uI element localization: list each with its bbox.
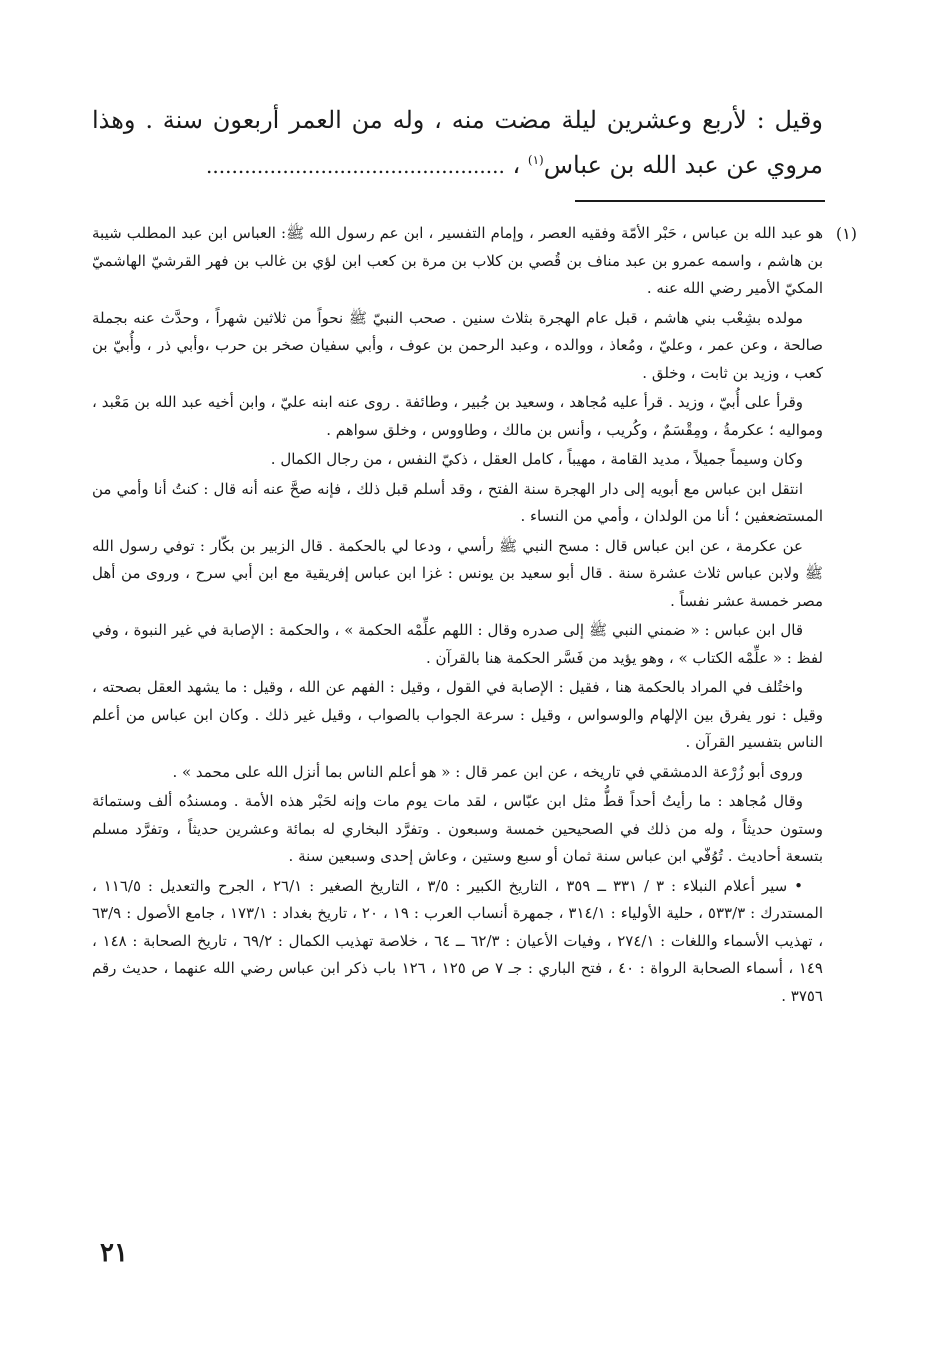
main-paragraph	[92, 100, 823, 186]
footnote-paragraph: مولده بشِعْب بني هاشم ، قبل عام الهجرة بثلاث سنين . صحب النبيّ ﷺ نحواً من ثلاثين شهراً ، وحدَّث عنه بجملة صالحة ، وعن عمر ، وعليّ ، ومُعاذ ، ووالده ، وعبد الرحمن بن عوف ، وأبي سفيان صخر بن حرب ،وأبي ذر ، وأُبيّ بن كعب ، وزيد بن ثابت ، وخلق .	[92, 308, 823, 382]
footnote-paragraph: عن عكرمة ، عن ابن عباس قال : مسح النبي ﷺ رأسي ، ودعا لي بالحكمة . قال الزبير بن بكّار : توفي رسول الله ﷺ ولابن عباس ثلاث عشرة سنة . قال أبو سعيد بن يونس : غزا ابن عباس إفريقية مع ابن أبي سرح ، وروى من أهل مصر خمسة عشر نفساً .	[92, 536, 823, 610]
main-trailing-comma: ،	[512, 151, 521, 179]
footnote-paragraph: وقال مُجاهد : ما رأيتُ أحداً قطُّ مثل ابن عبّاس ، لقد مات يوم مات وإنه لحَبْر هذه الأمة . ومسندُه ألف وستمائة وستون حديثاً ، وله من ذلك في الصحيحين خمسة وسبعون . وتفرَّد البخاري له بمائة وعشرين حديثاً ، وتفرَّد مسلم بتسعة أحاديث . تُوُفّي ابن عباس سنة ثمان أو سبع وستين ، وعاش إحدى وسبعين سنة .	[92, 792, 823, 865]
main-body-text	[92, 100, 823, 186]
footnote-block	[92, 220, 857, 1012]
footnote-paragraph: هو عبد الله بن عباس ، حَبْر الأمّة وفقيه العصر ، وإمام التفسير ، ابن عم رسول الله ﷺ: العباس ابن عبد المطلب شيبة بن هاشم ، واسمه عمرو بن عبد مناف بن قُصي بن كلاب بن مرة بن كعب ابن لؤي بن غالب بن فهر القرشيّ الهاشميّ المكيّ الأمير رضي الله عنه .	[92, 224, 823, 297]
leader-dots: ...............................................	[206, 154, 505, 178]
footnote-paragraph: وقرأ على أُبيّ ، وزيد . قرأ عليه مُجاهد ، وسعيد بن جُبير ، وطائفة . روى عنه ابنه عليّ ، وابن أخيه عبد الله بن مَعْبد ، ومواليه ؛ عكرمةُ ، ومِقْسَمٌ ، وكُريب ، وأنس بن مالك ، وطاووس ، وخلق سواهم .	[92, 393, 823, 439]
footnote-separator-rule	[575, 200, 825, 202]
page-number: ٢١	[100, 1238, 128, 1268]
footnote-reference[interactable]: (١)	[527, 153, 544, 167]
footnote-paragraph: وروى أبو زُرْعة الدمشقي في تاريخه ، عن ابن عمر قال : « هو أعلم الناس بما أنزل الله على محمد » .	[172, 762, 803, 781]
footnote-sources: • سير أعلام النبلاء : ٣ / ٣٣١ ــ ٣٥٩ ، التاريخ الكبير : ٣/٥ ، التاريخ الصغير : ٢٦/١ ، الجرح والتعديل : ١١٦/٥ ، المستدرك : ٥٣٣/٣ ، حلية الأولياء : ٣١٤/١ ، جمهرة أنساب العرب : ١٩ ، ٢٠ ، تاريخ بغداد : ١٧٣/١ ، جامع الأصول : ٦٣/٩ ، تهذيب الأسماء واللغات : ٢٧٤/١ ، وفيات الأعيان : ٦٢/٣ ــ ٦٤ ، خلاصة تهذيب الكمال : ٦٩/٢ ، تاريخ الصحابة : ١٤٨ ، ١٤٩ ، أسماء الصحابة الرواة : ٤٠ ، فتح الباري : جـ ٧ ص ١٢٥ ، ١٢٦ باب ذكر ابن عباس رضي الله عنهما ، حديث رقم ٣٧٥٦ .	[92, 876, 824, 1005]
footnote-paragraph: قال ابن عباس : « ضمني النبي ﷺ إلى صدره وقال : اللهم علِّمْه الحكمة » ، والحكمة : الإصابة في غير النبوة ، وفي لفظ : « علِّمْه الكتاب » ، وهو يؤيد من فَسَّر الحكمة هنا بالقرآن .	[92, 621, 823, 667]
footnote-paragraph: وكان وسيماً جميلاً ، مديد القامة ، مهيباً ، كامل العقل ، ذكيّ النفس ، من رجال الكمال .	[270, 450, 803, 468]
footnote-paragraph: واختُلف في المراد بالحكمة هنا ، فقيل : الإصابة في القول ، وقيل : الفهم عن الله ، وقيل : ما يشهد العقل بصحته ، وقيل : نور يفرق بين الإلهام والوسواس ، وقيل : سرعة الجواب بالصواب ، وقيل غير ذلك . وكان ابن عباس من أعلم الناس بتفسير القرآن .	[92, 678, 823, 751]
footnote-number: (١)	[835, 224, 857, 243]
main-paragraph-text: وقيل : لأربع وعشرين ليلة مضت منه ، وله من العمر أربعون سنة . وهذا مروي عن عبد الله بن عباس	[92, 106, 823, 179]
footnote-paragraph: انتقل ابن عباس مع أبويه إلى دار الهجرة سنة الفتح ، وقد أسلم قبل ذلك ، فإنه صحَّ عنه أنه قال : كنتُ أنا وأمي من المستضعفين ؛ أنا من الولدان ، وأمي من النساء .	[92, 479, 823, 525]
